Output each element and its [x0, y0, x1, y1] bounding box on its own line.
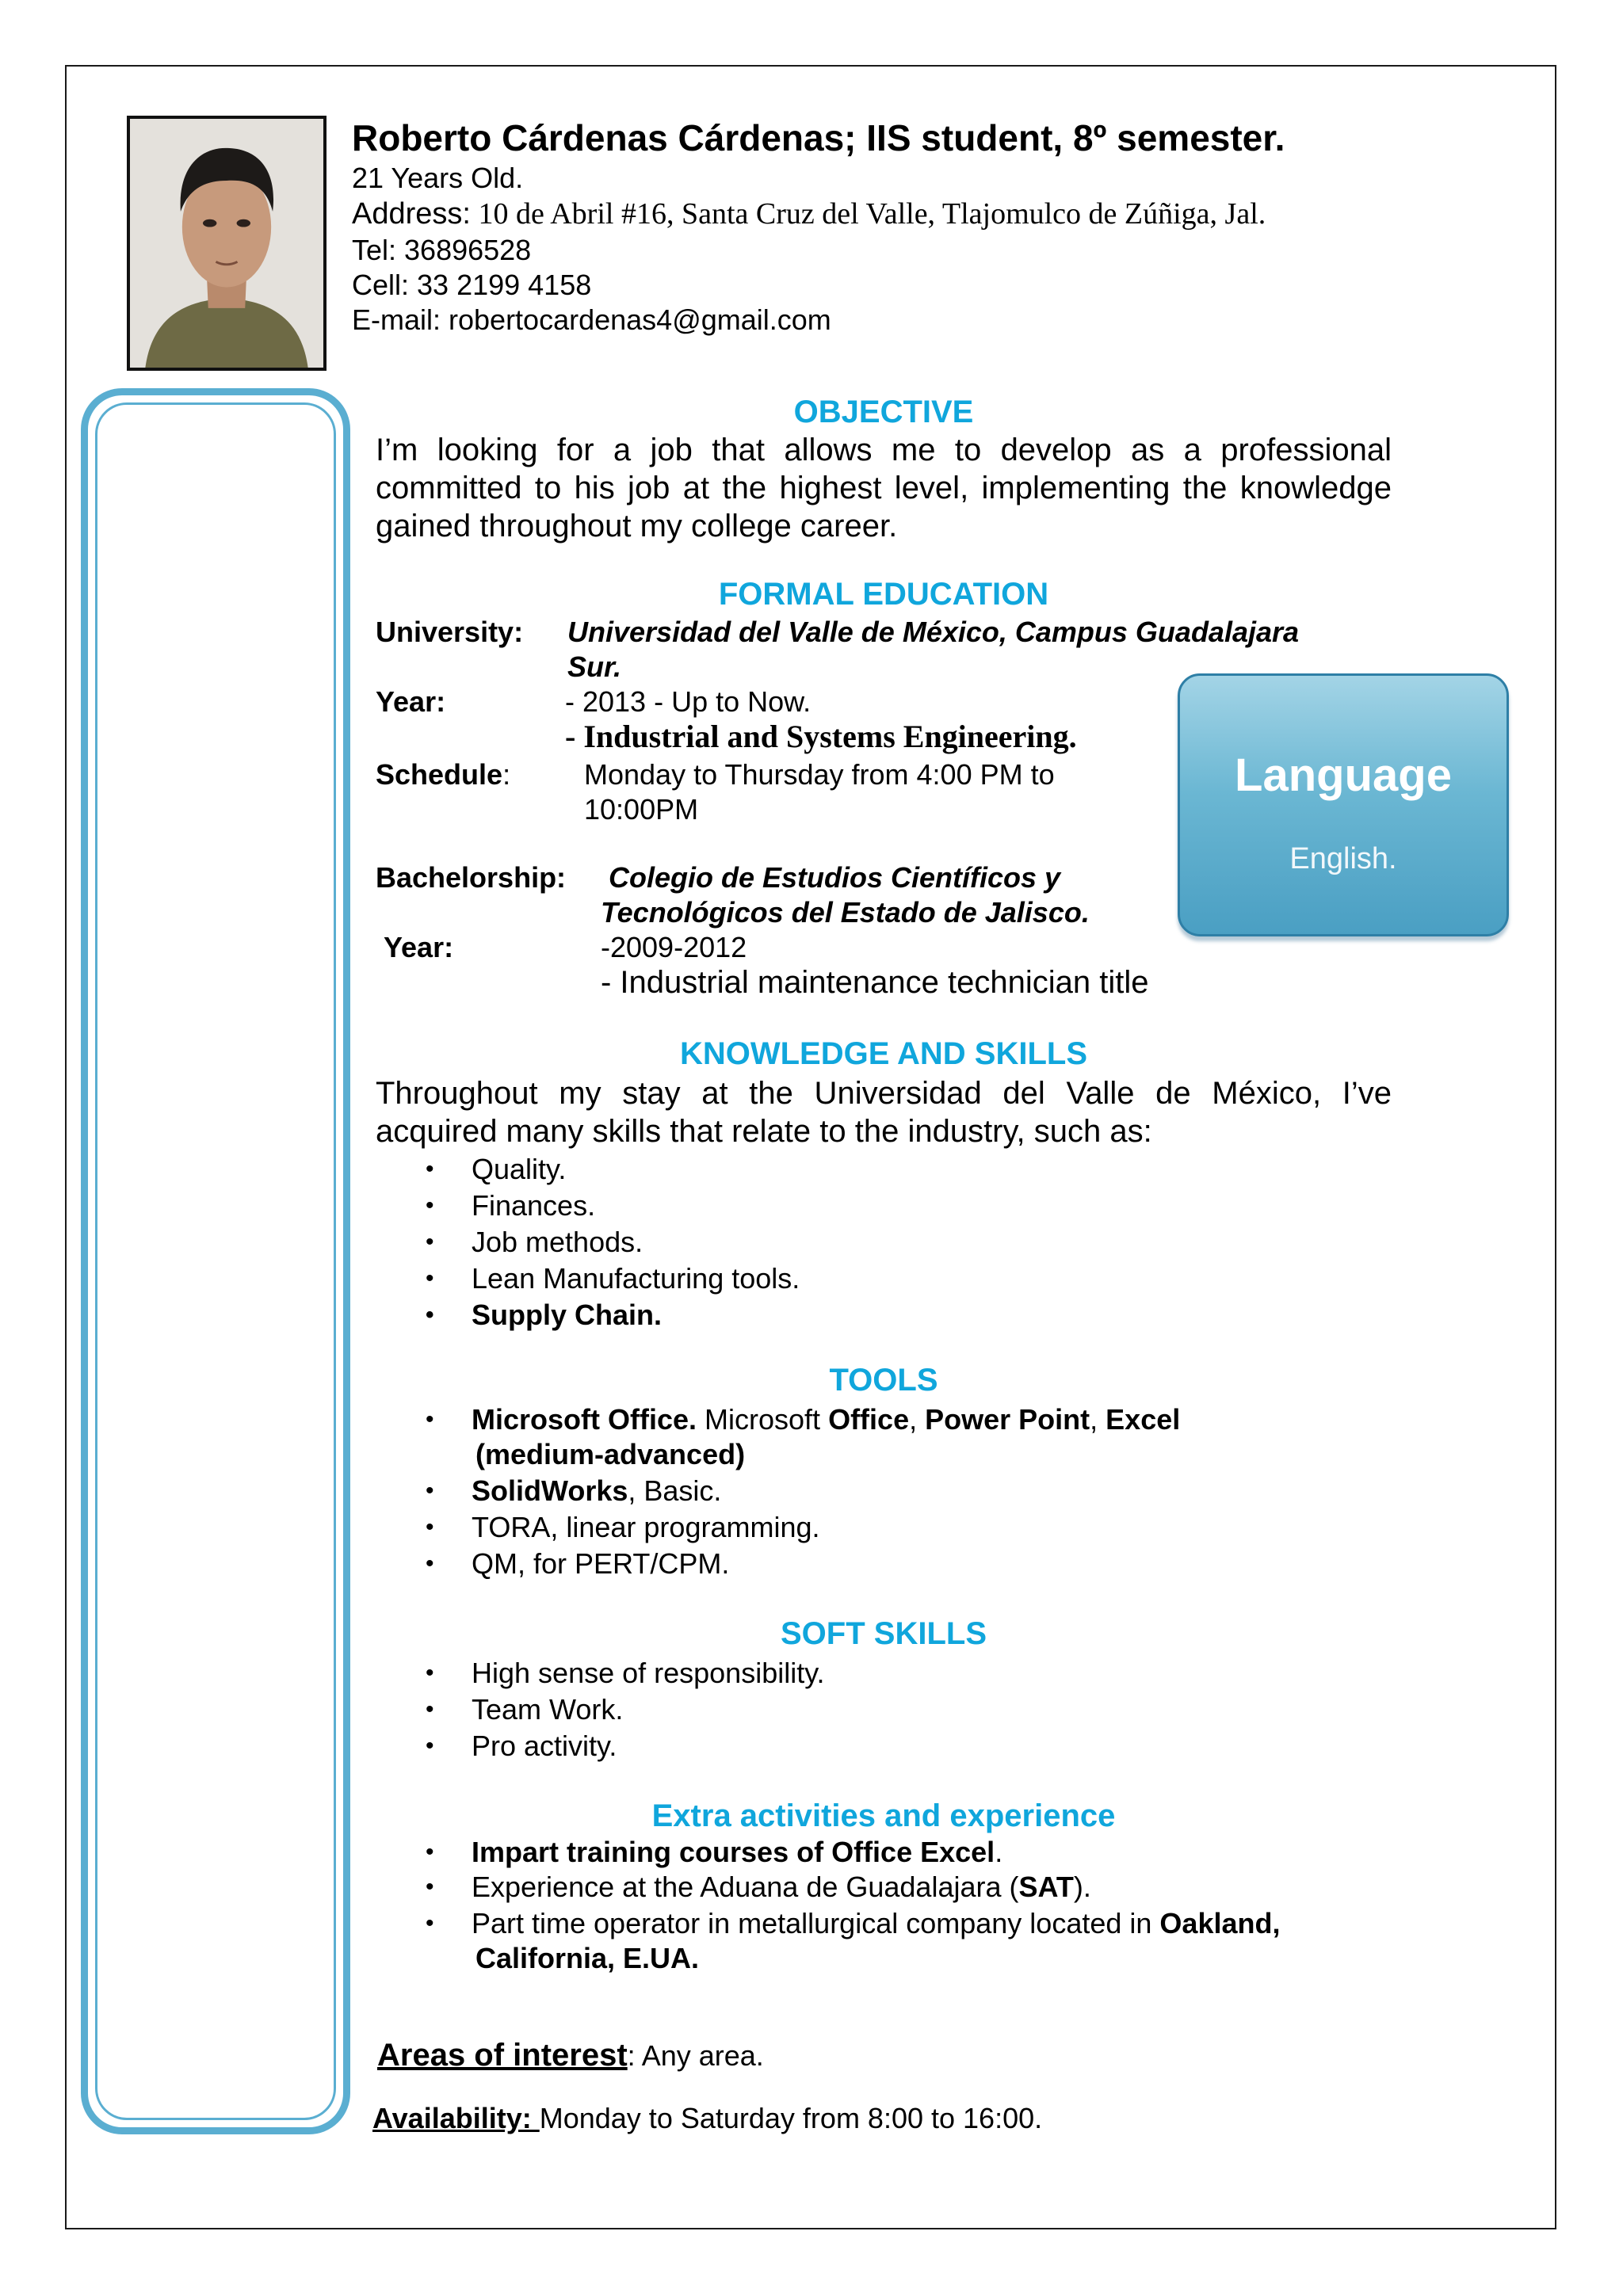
bullet-dot: •	[426, 1550, 434, 1577]
extra-text: Impart training courses of Office Excel	[472, 1836, 995, 1868]
extra-heading: Extra activities and experience	[651, 1798, 1116, 1833]
university-name	[567, 615, 1299, 650]
language-box	[1178, 673, 1509, 936]
availability	[372, 2101, 1042, 2136]
soft-skill-item	[426, 1692, 624, 1727]
soft-skill-item	[426, 1656, 825, 1691]
bachelor-year-value: -2009-2012	[601, 931, 747, 963]
bullet-dot: •	[426, 1910, 434, 1936]
areas-of-interest	[377, 2036, 764, 2074]
tools-text: Excel	[1106, 1403, 1181, 1436]
language-title: Language	[1235, 749, 1452, 801]
bullet-dot: •	[426, 1696, 434, 1722]
knowledge-item-text: Lean Manufacturing tools.	[472, 1262, 800, 1295]
bullet-dot: •	[426, 1406, 434, 1432]
bullet-dot: •	[426, 1839, 434, 1865]
bullet-dot: •	[426, 1514, 434, 1540]
extra-text: Part time operator in metallurgical company located in	[472, 1907, 1160, 1939]
bachelor-year-label: Year:	[384, 931, 454, 963]
bachelor-title: - Industrial maintenance technician title	[601, 965, 1149, 1000]
schedule-line-2: 10:00PM	[584, 793, 699, 826]
degree: - Industrial and Systems Engineering.	[565, 719, 1077, 754]
soft-skill-text: Pro activity.	[472, 1730, 617, 1762]
university-name-line-2: Sur.	[567, 650, 622, 683]
availability-value: Monday to Saturday from 8:00 to 16:00.	[539, 2102, 1043, 2134]
tools-text: Microsoft Office.	[472, 1403, 697, 1436]
schedule-colon: :	[502, 758, 511, 791]
address	[352, 195, 1266, 233]
tools-text: , Basic.	[628, 1474, 722, 1507]
year-value: - 2013 - Up to Now.	[565, 685, 812, 718]
knowledge-item-text: Supply Chain.	[472, 1299, 663, 1331]
knowledge-item	[426, 1261, 800, 1296]
cell: Cell: 33 2199 4158	[352, 269, 592, 301]
soft-skill-text: High sense of responsibility.	[472, 1657, 825, 1689]
address-value: 10 de Abril #16, Santa Cruz del Valle, Tlajomulco de Zúñiga, Jal.	[470, 197, 1266, 231]
soft-skills-heading: SOFT SKILLS	[781, 1616, 987, 1651]
tel: Tel: 36896528	[352, 234, 532, 266]
year-label: Year:	[376, 685, 446, 718]
address-label: Address:	[352, 197, 471, 231]
availability-label: Availability:	[372, 2102, 540, 2134]
extra-text: Experience at the Aduana de Guadalajara (	[472, 1871, 1019, 1903]
knowledge-intro-line-2: acquired many skills that relate to the industry, such as:	[376, 1114, 1152, 1149]
extra-item	[426, 1906, 1281, 1941]
tools-text: QM, for PERT/CPM.	[472, 1547, 730, 1580]
objective-line-2: committed to his job at the highest level, implementing the knowledge	[376, 471, 1392, 505]
knowledge-item-text: Quality.	[472, 1153, 567, 1185]
tools-text: SolidWorks	[472, 1474, 628, 1507]
objective-line-1: I’m looking for a job that allows me to develop as a professional	[376, 433, 1392, 467]
language-value: English.	[1289, 842, 1397, 875]
university-label: University:	[376, 616, 524, 648]
bullet-dot: •	[426, 1302, 434, 1328]
tools-text: Office	[828, 1403, 910, 1436]
soft-skill-text: Team Work.	[472, 1693, 624, 1726]
email: E-mail: robertocardenas4@gmail.com	[352, 303, 831, 336]
bullet-dot: •	[426, 1478, 434, 1504]
objective-heading: OBJECTIVE	[793, 395, 974, 429]
age: 21 Years Old.	[352, 162, 524, 194]
tools-item	[426, 1474, 722, 1508]
tools-text: Power Point	[925, 1403, 1090, 1436]
tools-text: ,	[1090, 1403, 1106, 1436]
tools-item	[426, 1547, 730, 1581]
bullet-dot: •	[426, 1192, 434, 1219]
knowledge-item	[426, 1152, 567, 1187]
name-title: Roberto Cárdenas Cárdenas; IIS student, 8º semester.	[352, 117, 1285, 158]
profile-photo	[127, 116, 327, 371]
bullet-dot: •	[426, 1660, 434, 1686]
extra-text: .	[995, 1836, 1003, 1868]
interest-label: Areas of interest	[377, 2038, 628, 2073]
tools-item	[426, 1510, 820, 1545]
extra-text: ).	[1073, 1871, 1091, 1903]
knowledge-item-text: Job methods.	[472, 1226, 643, 1258]
tools-item-line-2: (medium-advanced)	[475, 1438, 746, 1470]
bachelor-school-line-1: Colegio de Estudios Científicos y	[609, 861, 1061, 894]
extra-item-line-2: California, E.UA.	[475, 1942, 700, 1974]
university-name-part: Universidad del Valle de México	[567, 616, 999, 648]
bullet-dot: •	[426, 1265, 434, 1291]
knowledge-heading: KNOWLEDGE AND SKILLS	[679, 1036, 1088, 1071]
tools-text: ,	[909, 1403, 926, 1436]
knowledge-item	[426, 1225, 643, 1260]
extra-text: SAT	[1018, 1871, 1074, 1903]
extra-item	[426, 1835, 1003, 1870]
schedule-line-1: Monday to Thursday from 4:00 PM to	[584, 758, 1055, 791]
knowledge-item	[426, 1298, 663, 1333]
bullet-dot: •	[426, 1874, 434, 1900]
bullet-dot: •	[426, 1156, 434, 1182]
education-heading: FORMAL EDUCATION	[718, 577, 1049, 612]
interest-value: : Any area.	[627, 2039, 764, 2072]
bachelor-school-line-2: Tecnológicos del Estado de Jalisco.	[601, 896, 1090, 929]
sidebar-inner-frame	[95, 402, 336, 2120]
knowledge-item-text: Finances.	[472, 1189, 596, 1222]
schedule-label	[376, 757, 510, 792]
bachelor-label: Bachelorship:	[376, 861, 567, 894]
tools-heading: TOOLS	[829, 1363, 938, 1398]
tools-item	[426, 1402, 1181, 1437]
extra-item	[426, 1870, 1091, 1905]
tools-text: Microsoft	[697, 1403, 829, 1436]
university-comma: ,	[999, 616, 1015, 648]
knowledge-item	[426, 1188, 596, 1223]
bullet-dot: •	[426, 1229, 434, 1255]
objective-line-3: gained throughout my college career.	[376, 509, 898, 543]
knowledge-intro-line-1: Throughout my stay at the Universidad del Valle de México, I’ve	[376, 1076, 1392, 1111]
soft-skill-item	[426, 1729, 617, 1764]
schedule-label-text: Schedule	[376, 758, 503, 791]
extra-text: Oakland,	[1159, 1907, 1281, 1939]
bullet-dot: •	[426, 1733, 434, 1759]
tools-text: TORA, linear programming.	[472, 1511, 820, 1543]
university-campus: Campus Guadalajara	[1014, 616, 1300, 648]
